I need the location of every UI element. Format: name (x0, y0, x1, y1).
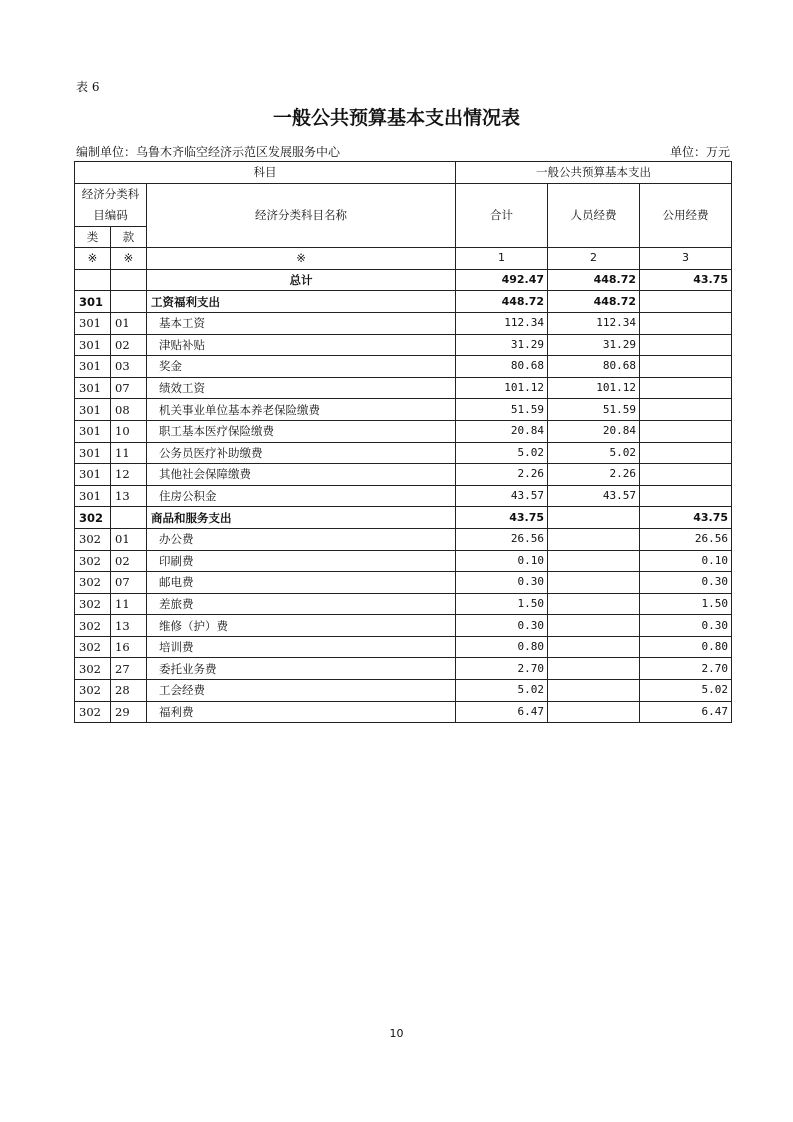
table-row (75, 442, 732, 464)
total-row-class (75, 269, 111, 291)
public-cell (640, 312, 732, 334)
class-code-cell: 302 (75, 680, 111, 702)
public-cell: 43.75 (640, 507, 732, 529)
table-row (75, 334, 732, 356)
header-row-2 (75, 183, 732, 226)
total-cell: 20.84 (456, 420, 548, 442)
header-row-4 (75, 248, 732, 270)
total-cell: 80.68 (456, 356, 548, 378)
item-code-cell: 16 (111, 636, 147, 658)
subject-name-cell: 机关事业单位基本养老保险缴费 (147, 399, 456, 421)
header-row-1 (75, 162, 732, 184)
class-code-cell: 301 (75, 356, 111, 378)
item-code-cell: 10 (111, 420, 147, 442)
total-cell: 2.26 (456, 464, 548, 486)
total-row-personnel: 448.72 (548, 269, 640, 291)
total-cell: 5.02 (456, 442, 548, 464)
item-code-cell: 11 (111, 593, 147, 615)
subject-name-cell: 差旅费 (147, 593, 456, 615)
class-code-cell: 301 (75, 485, 111, 507)
total-cell: 26.56 (456, 528, 548, 550)
table-number: 表 6 (76, 80, 100, 94)
public-cell: 0.80 (640, 636, 732, 658)
personnel-cell: 20.84 (548, 420, 640, 442)
public-column-header: 公用经费 (640, 183, 732, 248)
personnel-cell: 51.59 (548, 399, 640, 421)
table-row (75, 312, 732, 334)
total-cell: 0.30 (456, 572, 548, 594)
class-code-cell: 302 (75, 636, 111, 658)
personnel-cell (548, 701, 640, 723)
public-cell: 1.50 (640, 593, 732, 615)
subject-name-cell: 奖金 (147, 356, 456, 378)
table-row (75, 377, 732, 399)
total-cell: 0.30 (456, 615, 548, 637)
subject-name-cell: 商品和服务支出 (147, 507, 456, 529)
category-row (75, 291, 732, 313)
total-row-public: 43.75 (640, 269, 732, 291)
personnel-cell (548, 615, 640, 637)
subject-header: 科目 (75, 162, 456, 184)
total-row-label: 总计 (147, 269, 456, 291)
public-cell: 6.47 (640, 701, 732, 723)
personnel-cell: 5.02 (548, 442, 640, 464)
personnel-cell (548, 507, 640, 529)
total-cell: 2.70 (456, 658, 548, 680)
personnel-cell (548, 636, 640, 658)
total-cell: 31.29 (456, 334, 548, 356)
public-cell: 0.30 (640, 572, 732, 594)
class-code-cell: 302 (75, 550, 111, 572)
total-cell: 43.75 (456, 507, 548, 529)
personnel-cell: 101.12 (548, 377, 640, 399)
class-code-cell: 301 (75, 291, 111, 313)
total-cell: 0.10 (456, 550, 548, 572)
subject-name-cell: 职工基本医疗保险缴费 (147, 420, 456, 442)
expense-group-header: 一般公共预算基本支出 (456, 162, 732, 184)
table-row (75, 593, 732, 615)
item-code-cell: 02 (111, 550, 147, 572)
item-code-cell: 02 (111, 334, 147, 356)
subject-name-cell: 工会经费 (147, 680, 456, 702)
compiling-unit: 编制单位：乌鲁木齐临空经济示范区发展服务中心 (76, 145, 341, 159)
total-index: 1 (456, 248, 548, 270)
class-code-cell: 301 (75, 334, 111, 356)
public-index: 3 (640, 248, 732, 270)
table-row (75, 420, 732, 442)
class-code-cell: 302 (75, 701, 111, 723)
subject-name-cell: 印刷费 (147, 550, 456, 572)
table-row (75, 701, 732, 723)
item-code-cell: 13 (111, 615, 147, 637)
personnel-cell (548, 572, 640, 594)
class-code-cell: 301 (75, 399, 111, 421)
item-code-cell: 01 (111, 528, 147, 550)
class-code-cell: 302 (75, 615, 111, 637)
class-code-cell: 302 (75, 658, 111, 680)
public-cell (640, 291, 732, 313)
total-cell: 51.59 (456, 399, 548, 421)
personnel-cell: 2.26 (548, 464, 640, 486)
subject-name-cell: 福利费 (147, 701, 456, 723)
table-row (75, 658, 732, 680)
public-cell (640, 442, 732, 464)
class-code-cell: 301 (75, 312, 111, 334)
total-cell: 43.57 (456, 485, 548, 507)
subject-name-cell: 维修（护）费 (147, 615, 456, 637)
table-row (75, 550, 732, 572)
total-row-item (111, 269, 147, 291)
personnel-index: 2 (548, 248, 640, 270)
class-code-cell: 302 (75, 572, 111, 594)
item-code-cell: 11 (111, 442, 147, 464)
item-code-cell: 13 (111, 485, 147, 507)
table-row (75, 485, 732, 507)
subject-name-cell: 基本工资 (147, 312, 456, 334)
item-code-cell: 01 (111, 312, 147, 334)
personnel-cell (548, 528, 640, 550)
total-column-header: 合计 (456, 183, 548, 248)
public-cell (640, 420, 732, 442)
class-code-cell: 301 (75, 420, 111, 442)
item-code-cell: 12 (111, 464, 147, 486)
total-cell: 1.50 (456, 593, 548, 615)
public-cell (640, 377, 732, 399)
total-cell: 101.12 (456, 377, 548, 399)
personnel-cell (548, 680, 640, 702)
total-cell: 6.47 (456, 701, 548, 723)
item-code-cell: 29 (111, 701, 147, 723)
class-column-header: 类 (75, 226, 111, 248)
personnel-cell: 448.72 (548, 291, 640, 313)
subject-name-cell: 办公费 (147, 528, 456, 550)
public-cell (640, 334, 732, 356)
public-cell (640, 464, 732, 486)
subject-name-cell: 津贴补贴 (147, 334, 456, 356)
code-group-header: 经济分类科目编码 (75, 183, 147, 226)
item-code-cell: 28 (111, 680, 147, 702)
item-mark: ※ (111, 248, 147, 270)
table-row (75, 528, 732, 550)
subject-name-cell: 培训费 (147, 636, 456, 658)
class-code-cell: 301 (75, 464, 111, 486)
name-mark: ※ (147, 248, 456, 270)
item-code-cell: 08 (111, 399, 147, 421)
total-cell: 448.72 (456, 291, 548, 313)
public-cell: 5.02 (640, 680, 732, 702)
subject-name-cell: 公务员医疗补助缴费 (147, 442, 456, 464)
table-row (75, 399, 732, 421)
personnel-cell (548, 593, 640, 615)
public-cell: 0.30 (640, 615, 732, 637)
item-code-cell: 27 (111, 658, 147, 680)
item-code-cell: 07 (111, 572, 147, 594)
class-code-cell: 302 (75, 507, 111, 529)
personnel-cell: 112.34 (548, 312, 640, 334)
personnel-cell (548, 550, 640, 572)
item-code-cell (111, 291, 147, 313)
total-row (75, 269, 732, 291)
class-code-cell: 301 (75, 442, 111, 464)
personnel-column-header: 人员经费 (548, 183, 640, 248)
personnel-cell: 80.68 (548, 356, 640, 378)
public-cell: 0.10 (640, 550, 732, 572)
total-row-total: 492.47 (456, 269, 548, 291)
budget-table (74, 161, 732, 723)
item-code-cell (111, 507, 147, 529)
public-cell: 2.70 (640, 658, 732, 680)
public-cell (640, 399, 732, 421)
public-cell (640, 485, 732, 507)
page-number: 10 (389, 1027, 404, 1040)
subject-name-cell: 住房公积金 (147, 485, 456, 507)
page-title: 一般公共预算基本支出情况表 (272, 107, 520, 129)
subject-name-cell: 工资福利支出 (147, 291, 456, 313)
table-row (75, 572, 732, 594)
class-mark: ※ (75, 248, 111, 270)
total-cell: 5.02 (456, 680, 548, 702)
table-row (75, 356, 732, 378)
subject-name-cell: 其他社会保障缴费 (147, 464, 456, 486)
class-code-cell: 301 (75, 377, 111, 399)
name-column-header: 经济分类科目名称 (147, 183, 456, 248)
class-code-cell: 302 (75, 593, 111, 615)
total-cell: 0.80 (456, 636, 548, 658)
table-row (75, 680, 732, 702)
class-code-cell: 302 (75, 528, 111, 550)
table-row (75, 615, 732, 637)
currency-unit: 单位：万元 (669, 145, 730, 159)
public-cell (640, 356, 732, 378)
item-code-cell: 07 (111, 377, 147, 399)
personnel-cell: 31.29 (548, 334, 640, 356)
personnel-cell: 43.57 (548, 485, 640, 507)
category-row (75, 507, 732, 529)
item-code-cell: 03 (111, 356, 147, 378)
table-row (75, 636, 732, 658)
public-cell: 26.56 (640, 528, 732, 550)
subject-name-cell: 委托业务费 (147, 658, 456, 680)
subject-name-cell: 邮电费 (147, 572, 456, 594)
personnel-cell (548, 658, 640, 680)
subject-name-cell: 绩效工资 (147, 377, 456, 399)
table-row (75, 464, 732, 486)
item-column-header: 款 (111, 226, 147, 248)
total-cell: 112.34 (456, 312, 548, 334)
